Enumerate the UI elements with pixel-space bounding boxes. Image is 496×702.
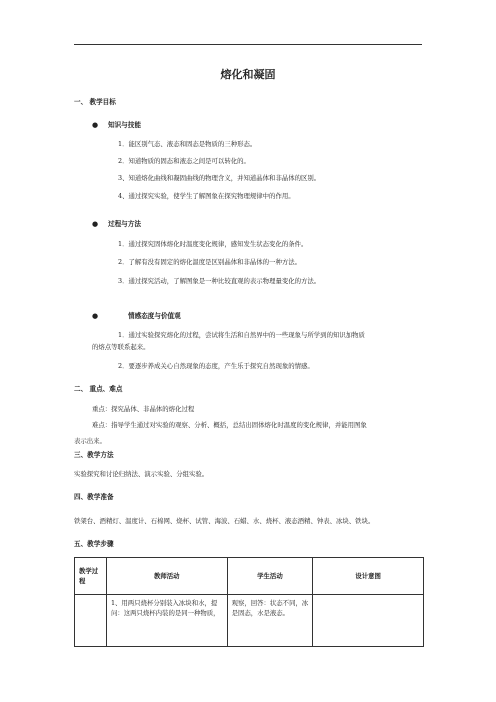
table-row [75,595,424,647]
section-heading-objectives: 一、 教学目标 [74,98,116,106]
bullet-icon: ● [92,121,99,129]
cell-teacher: 1、用两只烧杯分别装入冰块和水，提问：这两只烧杯内装的是同一种物质， [106,595,227,647]
subheading-knowledge: 知识与技能 [108,121,141,129]
methods-text: 实验探究和讨论归纳法、演示实验、分组实验。 [74,470,209,478]
bullet-icon: ● [92,312,99,320]
knowledge-item-1: 1．能区别气态、液态和固态是物质的三种形态。 [118,140,257,148]
section-heading-key-points: 二、 重点、难点 [74,385,123,393]
steps-table [74,557,424,647]
subheading-process: 过程与方法 [108,220,141,228]
cell-student: 观察，回答：状态不同，冰是固态，水是液态。 [227,595,313,647]
header-rule [74,44,422,45]
header-student: 学生活动 [227,558,313,595]
key-point: 重点：探究晶体、非晶体的熔化过程 [92,405,195,413]
document-title: 熔化和凝固 [220,68,276,81]
knowledge-item-2: 2．知道物质的固态和液态之间是可以转化的。 [118,157,250,165]
header-teacher: 教师活动 [106,558,227,595]
header-intent: 设计意图 [313,558,424,595]
emotion-item-2: 2．要逐步养成关心自然现象的态度，产生乐于探究自然现象的情感。 [118,362,314,370]
bullet-icon: ● [92,220,99,228]
difficult-point-cont: 表示出来。 [74,437,106,445]
subheading-emotion: 情感态度与价值观 [128,312,181,320]
knowledge-item-3: 3、知道熔化曲线和凝固曲线的物理含义，并知道晶体和非晶体的区别。 [118,174,321,182]
preparation-text: 铁架台、酒精灯、温度计、石棉网、烧杯、试管、海波、石蜡、水、烧杯、液态酒精、钟表、冰块、铁块。 [74,517,375,525]
cell-intent [313,595,424,647]
process-item-1: 1．通过探究固体熔化时温度变化规律，感知发生状态变化的条件。 [118,240,308,248]
knowledge-item-4: 4、通过探究实验，使学生了解图象在探究物理规律中的作用。 [118,192,295,200]
emotion-item-1-cont: 的熔点等联系起来。 [92,343,150,351]
section-heading-methods: 三、教学方法 [74,451,114,459]
section-heading-preparation: 四、教学准备 [74,493,114,501]
header-process: 教学过程 [75,558,107,595]
process-item-2: 2．了解有没有固定的熔化温度是区别晶体和非晶体的一种方法。 [118,258,302,266]
section-heading-steps: 五、教学步骤 [74,540,114,548]
emotion-item-1: 1．通过实验探究熔化的过程，尝试将生活和自然界中的一些现象与所学到的知识加物质 [118,331,365,339]
process-item-3: 3．通过探究活动，了解图象是一种比较直观的表示物理量变化的方法。 [118,277,321,285]
cell-process [75,595,107,647]
table-header-row [75,558,424,595]
difficult-point: 难点：指导学生通过对实验的观察、分析、概括，总结出固体熔化时温度的变化规律，并能用图象 [92,421,367,429]
